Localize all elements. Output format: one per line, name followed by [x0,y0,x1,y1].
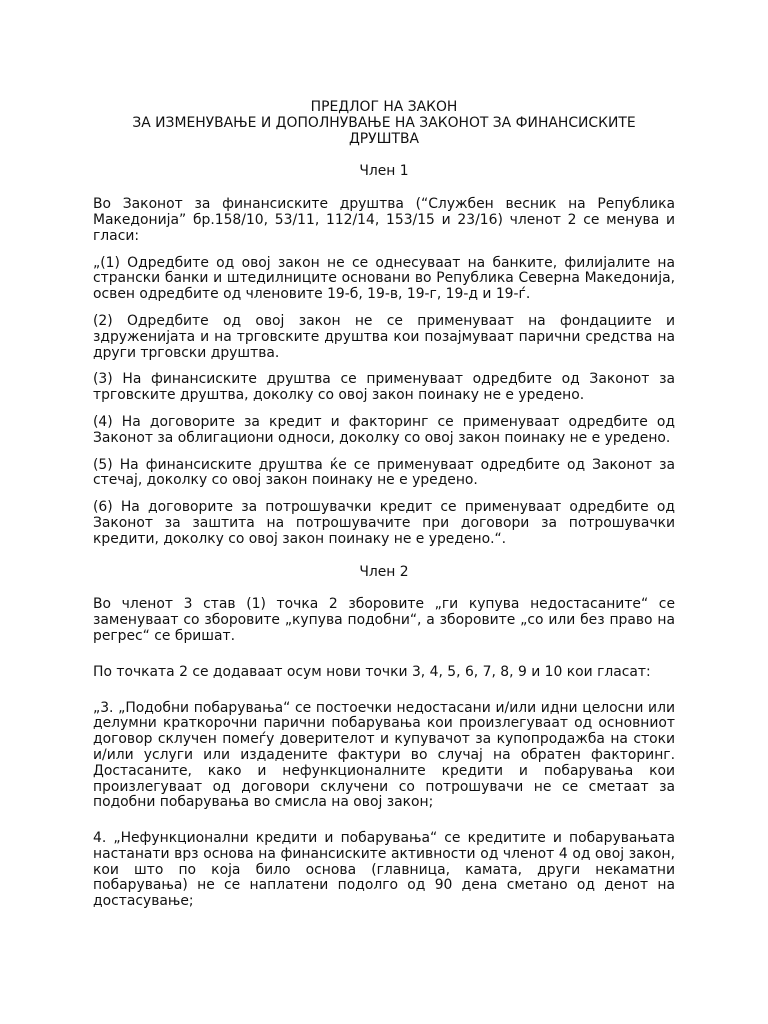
document-page [93,100,675,910]
article-1-paragraph-4: (4) На договорите за кредит и факторинг се применуваат одредбите од Законот за облигациони односи, доколку со овој закон поинаку не е уредено. [93,413,675,446]
article-1-paragraph-2: (2) Одредбите од овој закон не се применуваат на фондациите и здруженијата и на трговските друштва кои позајмуваат парични средства на други трговски друштва. [93,312,675,361]
article-2-point-3: „3. „Подобни побарувања“ се постоечки недостасани и/или идни целосни или делумни краткорочни парични побарувања кои произлегуваат од основниот договор склучен помеѓу доверителот и купувачот за купопродажба на стоки и/или услуги или издадените фактури во случај на обратен факторинг. Достасаните, како и нефункционалните кредити и побарувања кои произлегуваат од договори склучени со потрошувачи не се сметаат за подобни побарувања во смисла на овој закон; [93,699,675,811]
article-2-point-4: 4. „Нефункционални кредити и побарувања“ се кредитите и побарувањата настанати врз основа на финансиските активности од членот 4 од овој закон, кои што по која било основа (главница, камата, други некаматни побарувања) не се наплатени подолго од 90 дена сметано од денот на достасување; [93,830,675,910]
article-1-paragraph-6: (6) На договорите за потрошувачки кредит се применуваат одредбите од Законот за заштита на потрошувачите при договори за потрошувачки кредити, доколку со овој закон поинаку не е уредено.“. [93,499,675,547]
article-2-paragraph-1: Во членот 3 став (1) точка 2 зборовите „ги купува недостасаните“ се заменуваат со зборовите „купува подобни“, а зборовите „со или без право на регрес“ се бришат. [93,596,675,644]
article-1-intro: Во Законот за финансиските друштва (“Службен весник на Република Македонија” бр.158/10, 53/11, 112/14, 153/15 и 23/16) членот 2 се менува и гласи: [93,196,675,244]
title-line-3: ДРУШТВА [348,130,420,147]
article-2-heading: Член 2 [359,563,409,580]
title-line-1: ПРЕДЛОГ НА ЗАКОН [310,99,458,115]
title-line-2: ЗА ИЗМЕНУВАЊЕ И ДОПОЛНУВАЊЕ НА ЗАКОНОТ ЗА ФИНАНСИСКИТЕ [132,114,636,131]
article-2-paragraph-2: По точката 2 се додаваат осум нови точки 3, 4, 5, 6, 7, 8, 9 и 10 кои гласат: [93,663,651,680]
article-1-heading: Член 1 [359,163,409,180]
article-1-paragraph-1: „(1) Одредбите од овој закон не се однесуваат на банките, филијалите на странски банки и штедилниците основани во Република Северна Македонија, освен одредбите од членовите 19-б, 19-в, 19-г, 19-д и 19-ѓ. [93,254,675,303]
article-1-paragraph-5: (5) На финансиските друштва ќе се применуваат одредбите од Законот за стечај, доколку со овој закон поинаку не е уредено. [93,456,675,489]
article-1-paragraph-3: (3) На финансиските друштва се применуваат одредбите од Законот за трговските друштва, доколку со овој закон поинаку не е уредено. [93,371,675,404]
